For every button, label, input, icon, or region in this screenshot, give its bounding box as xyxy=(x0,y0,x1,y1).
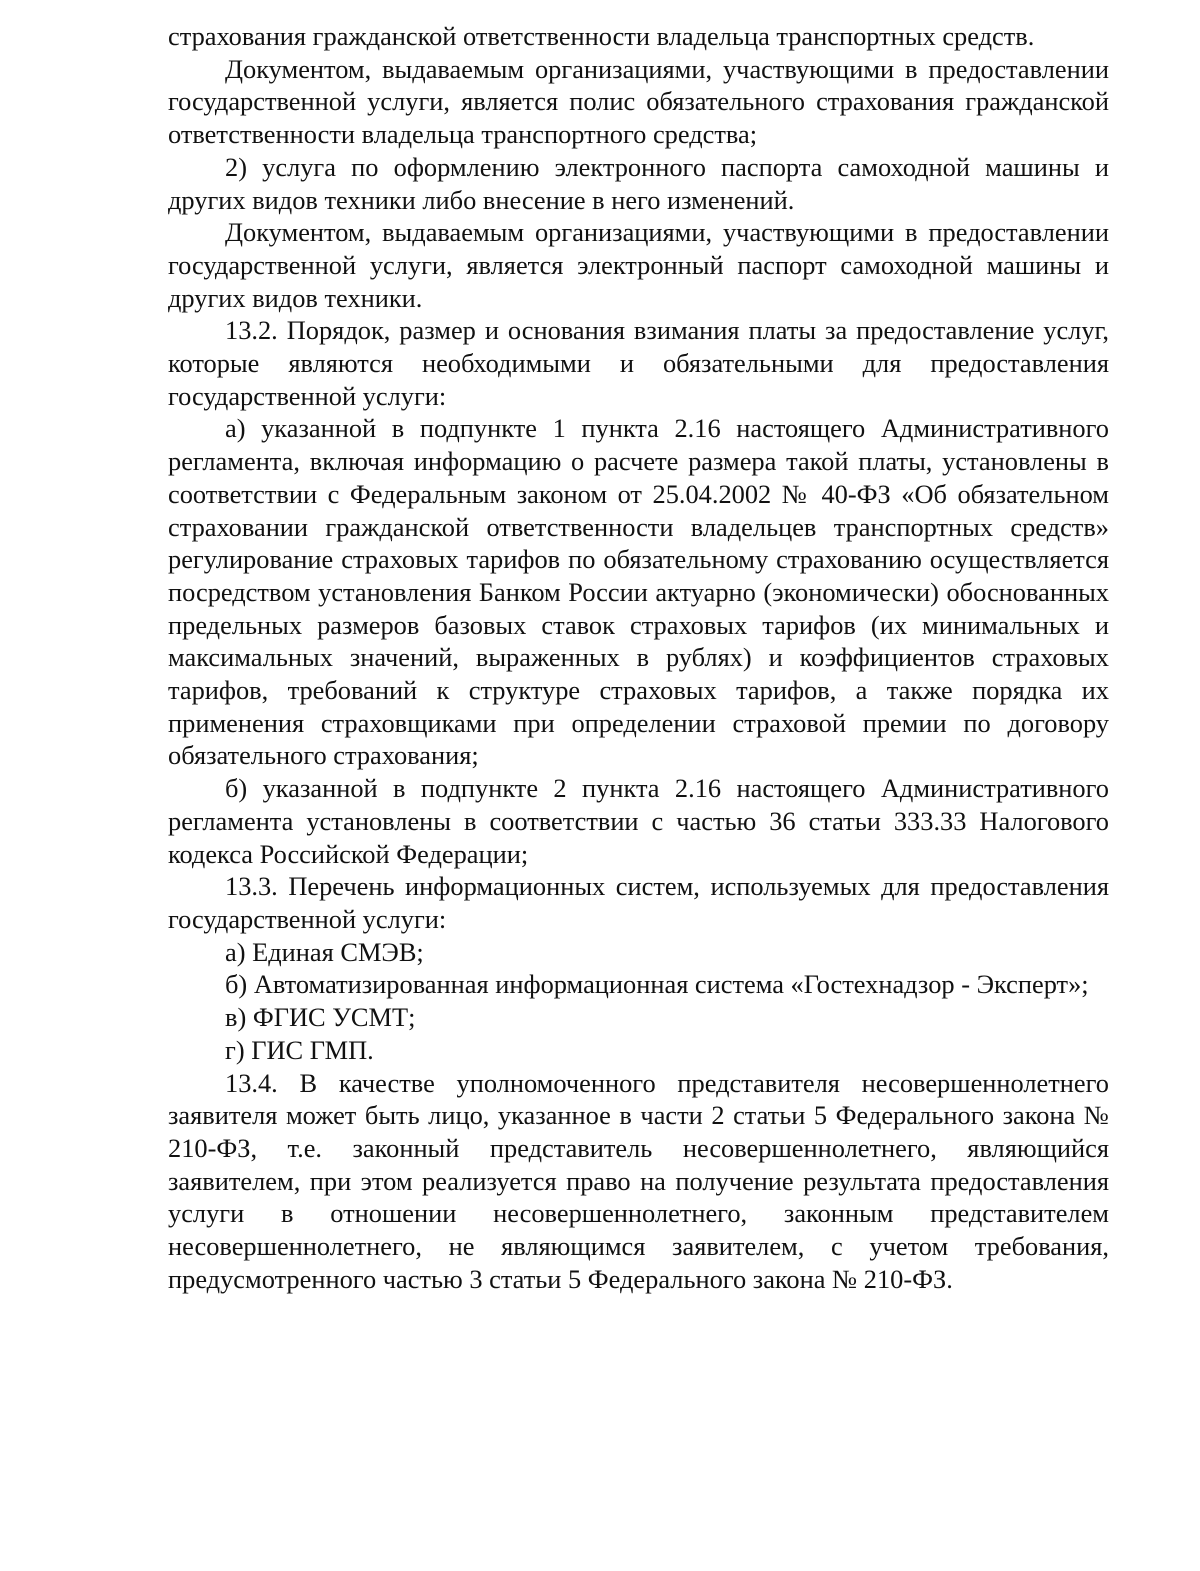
paragraph-item-2: 2) услуга по оформлению электронного паспорта самоходной машины и других видов техники либо внесение в него изменений. xyxy=(168,151,1109,215)
paragraph-13-2-b: б) указанной в подпункте 2 пункта 2.16 настоящего Административного регламента установлены в соответствии с частью 36 статьи 333.33 Налогового кодекса Российской Федерации; xyxy=(168,773,1109,869)
paragraph-13-2: 13.2. Порядок, размер и основания взимания платы за предоставление услуг, которые являются необходимыми и обязательными для предоставления государственной услуги: xyxy=(168,315,1109,411)
paragraph-13-2-a: а) указанной в подпункте 1 пункта 2.16 настоящего Административного регламента, включая информацию о расчете размера такой платы, установлены в соответствии с Федеральным законом от 25.04.2002 № 40-ФЗ «Об обязательном страховании гражданской ответственности владельцев транспортных средств» регулирование страховых тарифов по обязательному страхованию осуществляется посредством установления Банком России актуарно (экономически) обоснованных предельных размеров базовых ставок страховых тарифов (их минимальных и максимальных значений, выраженных в рублях) и коэффициентов страховых тарифов, требований к структуре страховых тарифов, а также порядка их применения страховщиками при определении страховой премии по договору обязательного страхования; xyxy=(168,413,1109,771)
paragraph-13-4: 13.4. В качестве уполномоченного представителя несовершеннолетнего заявителя может быть лицо, указанное в части 2 статьи 5 Федерального закона № 210-ФЗ, т.е. законный представитель несовершеннолетнего, являющийся заявителем, при этом реализуется право на получение результата предоставления услуги в отношении несовершеннолетнего, законным представителем несовершеннолетнего, не являющимся заявителем, с учетом требования, предусмотренного частью 3 статьи 5 Федерального закона № 210-ФЗ. xyxy=(168,1067,1109,1294)
paragraph-13-3: 13.3. Перечень информационных систем, используемых для предоставления государственной услуги: xyxy=(168,871,1109,934)
paragraph-document-passport: Документом, выдаваемым организациями, участвующими в предоставлении государственной услуги, является электронный паспорт самоходной машины и других видов техники. xyxy=(168,217,1109,313)
paragraph-13-3-v: в) ФГИС УСМТ; xyxy=(225,1002,416,1033)
paragraph-continuation: страхования гражданской ответственности владельца транспортных средств. xyxy=(168,21,1035,51)
paragraph-13-3-b: б) Автоматизированная информационная система «Гостехнадзор - Эксперт»; xyxy=(225,969,1089,1000)
paragraph-13-3-a: а) Единая СМЭВ; xyxy=(225,936,424,967)
paragraph-document-polis: Документом, выдаваемым организациями, участвующими в предоставлении государственной услуги, является полис обязательного страхования гражданской ответственности владельца транспортного средства; xyxy=(168,53,1109,150)
paragraph-13-3-g: г) ГИС ГМП. xyxy=(225,1034,374,1065)
document-page xyxy=(168,20,1109,1295)
